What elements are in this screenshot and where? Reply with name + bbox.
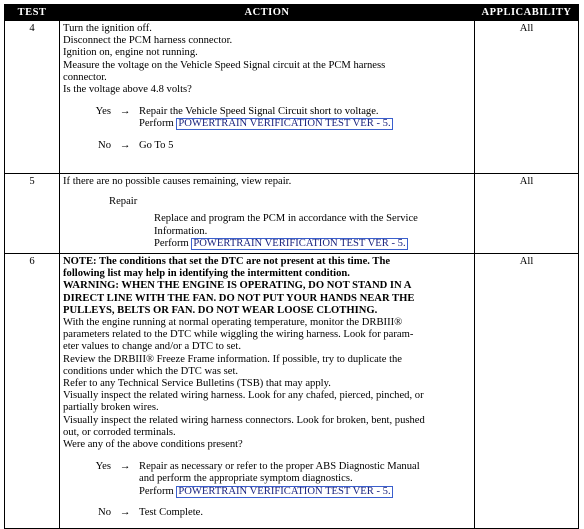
- repair-step: Information.: [154, 225, 208, 237]
- test-number: 4: [5, 21, 60, 174]
- warning-text: PULLEYS, BELTS OR FAN. DO NOT WEAR LOOSE CLOTHING.: [63, 304, 378, 316]
- applicability-value: All: [475, 254, 579, 529]
- no-branch: [63, 140, 471, 152]
- action-step: conditions under which the DTC was set.: [63, 365, 239, 377]
- table-row: [5, 174, 579, 254]
- action-step: eter values to change and/or a DTC to set.: [63, 341, 241, 353]
- action-step: out, or corroded terminals.: [63, 426, 176, 438]
- no-label: No: [98, 139, 111, 151]
- verification-test-link[interactable]: POWERTRAIN VERIFICATION TEST VER - 5.: [178, 118, 391, 130]
- note-text: following list may help in identifying the intermittent condition.: [63, 268, 350, 280]
- action-step: parameters related to the DTC while wiggling the wiring harness. Look for param-: [63, 329, 414, 341]
- no-label: No: [98, 506, 111, 518]
- action-step: Turn the ignition off.: [63, 23, 152, 34]
- yes-branch: [63, 106, 471, 130]
- arrow-icon: →: [119, 506, 131, 518]
- applicability-value: All: [475, 174, 579, 254]
- repair-step: Replace and program the PCM in accordance with the Service: [154, 213, 418, 225]
- verification-test-link[interactable]: POWERTRAIN VERIFICATION TEST VER - 5.: [193, 237, 406, 249]
- warning-text: DIRECT LINE WITH THE FAN. DO NOT PUT YOUR HANDS NEAR THE: [63, 292, 415, 304]
- action-cell: [60, 174, 475, 254]
- no-branch: [63, 507, 471, 519]
- action-step: Refer to any Technical Service Bulletins (TSB) that may apply.: [63, 378, 331, 390]
- repair-title: Repair: [109, 196, 138, 208]
- question-text: Is the voltage above 4.8 volts?: [63, 84, 192, 96]
- repair-instruction: Repair as necessary or refer to the proper ABS Diagnostic Manual: [139, 461, 420, 473]
- note-text: NOTE: The conditions that set the DTC are not present at this time. The: [63, 256, 391, 268]
- question-text: Were any of the above conditions present?: [63, 439, 243, 451]
- action-cell: [60, 21, 475, 174]
- verification-test-link[interactable]: POWERTRAIN VERIFICATION TEST VER - 5.: [178, 485, 391, 497]
- perform-label: Perform: [139, 118, 174, 130]
- arrow-icon: →: [119, 139, 131, 151]
- action-step: With the engine running at normal operating temperature, monitor the DRBIII®: [63, 317, 403, 329]
- action-step: Review the DRBIII® Freeze Frame information. If possible, try to duplicate the: [63, 353, 403, 365]
- arrow-icon: →: [119, 461, 131, 473]
- table-header-row: [5, 5, 579, 21]
- arrow-icon: →: [119, 106, 131, 118]
- repair-instruction: and perform the appropriate symptom diagnostics.: [139, 473, 353, 485]
- yes-label: Yes: [95, 106, 111, 118]
- intro-text: If there are no possible causes remaining, view repair.: [63, 176, 292, 187]
- perform-label: Perform: [139, 485, 174, 497]
- action-step: Visually inspect the related wiring harness. Look for any chafed, pierced, pinched, or: [63, 390, 424, 402]
- perform-label: Perform: [154, 237, 189, 249]
- action-step: Measure the voltage on the Vehicle Speed Signal circuit at the PCM harness: [63, 59, 386, 71]
- header-action: ACTION: [60, 5, 475, 21]
- table-row: [5, 254, 579, 529]
- header-test: TEST: [5, 5, 60, 21]
- test-number: 5: [5, 174, 60, 254]
- header-applicability: APPLICABILITY: [475, 5, 579, 21]
- yes-branch: [63, 461, 471, 498]
- action-step: Disconnect the PCM harness connector.: [63, 35, 233, 47]
- action-cell: [60, 254, 475, 529]
- yes-label: Yes: [95, 461, 111, 473]
- applicability-value: All: [475, 21, 579, 174]
- action-step: Visually inspect the related wiring harness connectors. Look for broken, bent, pushed: [63, 414, 425, 426]
- warning-text: WARNING: WHEN THE ENGINE IS OPERATING, DO NOT STAND IN A: [63, 280, 412, 292]
- repair-instruction: Repair the Vehicle Speed Signal Circuit short to voltage.: [139, 106, 379, 118]
- table-row: [5, 21, 579, 174]
- action-step: connector.: [63, 71, 107, 83]
- diagnostic-table-container: [4, 4, 578, 529]
- action-step: Ignition on, engine not running.: [63, 47, 198, 59]
- goto-instruction: Go To 5: [139, 139, 174, 151]
- action-step: partially broken wires.: [63, 402, 159, 414]
- diagnostic-test-table: [4, 4, 579, 529]
- complete-instruction: Test Complete.: [139, 506, 203, 518]
- test-number: 6: [5, 254, 60, 529]
